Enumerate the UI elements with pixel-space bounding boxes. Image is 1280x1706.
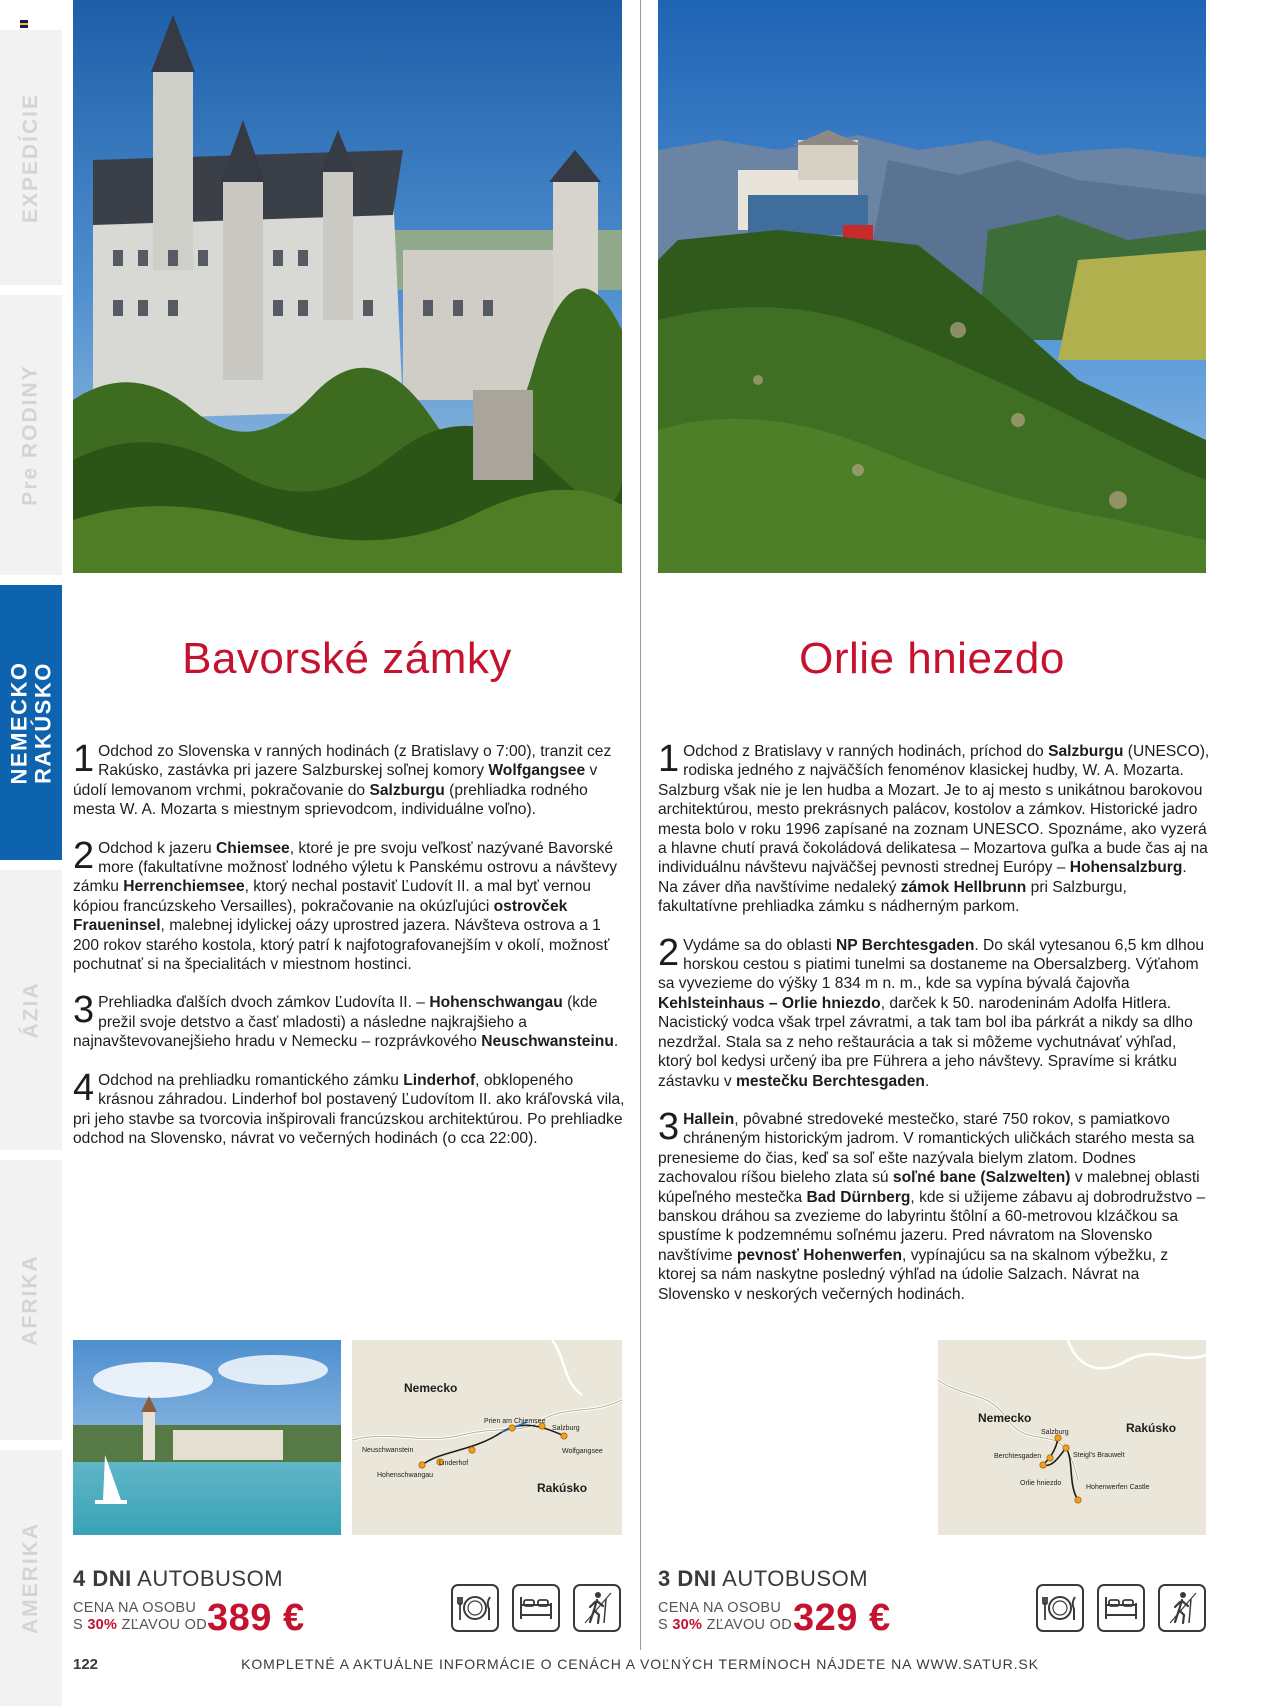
map-country-label: Nemecko (404, 1381, 458, 1395)
map-place-label: Orlie hniezdo (1020, 1480, 1062, 1487)
map-place-label: Hohenschwangau (377, 1472, 434, 1479)
left-day-1: 1 Odchod zo Slovenska v ranných hodinách (z Bratislavy o 7:00), tranzit cez Rakúsko, zastávka pri jazere Salzburskej soľnej komory Wolfgangsee v údolí lemovanom vrchmi, pokračovanie do Salzburgu (prehliadka rodného mesta W. A. Mozarta s miestnym sprievodcom, individuálne voľno). (73, 738, 612, 819)
right-route-map (938, 1340, 1206, 1535)
day-number: 1 (658, 738, 680, 780)
left-day-4: 4 Odchod na prehliadku romantického zámku Linderhof, obklopeného krásnou záhradou. Linderhof bol postavený Ľudovítom II. ako kráľovská vila, pri jeho stavbe sa tvorcovia inšpirovali francúzskou architektúrou. Po prehliadke odchod na Slovensko, návrat vo večerných hodinách (o cca 22:00). (73, 1066, 625, 1147)
side-tab-line-2: RAKÚSKO (30, 661, 56, 784)
map-place-label: Neuschwanstein (362, 1447, 414, 1454)
map-place-label: Wolfgangsee (562, 1448, 603, 1455)
side-tab-amerika[interactable]: AMERIKA (0, 1450, 62, 1706)
map-country-label: Rakúsko (1126, 1421, 1177, 1435)
right-tour-program (658, 738, 1210, 1323)
day-number: 3 (73, 989, 95, 1032)
left-price: 389 € (207, 1597, 305, 1639)
left-day-3: 3 Prehliadka ďalších dvoch zámkov Ľudovíta II. – Hohenschwangau (kde prežil svoje detstvo a časť mladosti) a následne najkrajšieho a najnavštevovanejšieho hradu v Nemecku – rozprávkového Neuschwansteinu. (73, 989, 619, 1051)
hiking-icon (573, 1584, 621, 1632)
side-tab-pre-rodiny[interactable]: Pre RODINY (0, 295, 62, 575)
map-country-label: Rakúsko (537, 1481, 588, 1495)
day-number: 2 (73, 834, 95, 877)
left-tour-title: Bavorské zámky (182, 634, 512, 683)
fraueninsel-lake-photo (73, 1340, 341, 1535)
side-tab-line-1: NEMECKO (6, 661, 32, 784)
day-number: 4 (73, 1066, 95, 1109)
right-day-1: 1 Odchod z Bratislavy v ranných hodinách, príchod do Salzburgu (UNESCO), rodiska jedného z najväčších fenoménov klasickej hudby, W. A. Mozarta. Salzburg však nie je len hudba a Mozart. Je to aj mesto s unikátnou barokovou architektúrou, mesto prekrásnych palácov, kostolov a zámkov. Historické jadro mesta bolo v roku 1996 zapísané na zoznam UNESCO. Spoznáme, ako vyzerá a hlavne chutí pravá čokoládová delikatesa – Mozartova guľka a bude čas aj na individuálnu návštevu najväčšej pevnosti strednej Európy – Hohensalzburg. Na záver dňa navštívime nedaleký zámok Hellbrunn pri Salzburgu, fakultatívne prehliadka zámku s nádherným parkom. (658, 738, 1210, 916)
side-navigation (0, 0, 62, 1706)
right-tour-title: Orlie hniezdo (799, 634, 1065, 683)
left-duration: 4 DNI AUTOBUSOM (73, 1566, 284, 1591)
kehlsteinhaus-photo (658, 0, 1206, 573)
bed-icon (1097, 1584, 1145, 1632)
left-tour-program (73, 738, 625, 1167)
side-tab-azia[interactable]: ÁZIA (0, 870, 62, 1150)
left-price-label: CENA NA OSOBU S 30% ZĽAVOU OD (73, 1600, 207, 1633)
bed-icon (512, 1584, 560, 1632)
day-number: 2 (658, 931, 680, 974)
map-place-label: Berchtesgaden (994, 1453, 1042, 1460)
right-price-label: CENA NA OSOBU S 30% ZĽAVOU OD (658, 1600, 792, 1633)
day-number: 1 (73, 738, 95, 780)
map-place-label: Salzburg (1041, 1429, 1069, 1436)
left-route-map (352, 1340, 622, 1535)
map-place-label: Linderhof (439, 1460, 469, 1467)
right-day-2: 2 Vydáme sa do oblasti NP Berchtesgaden. Do skál vytesanou 6,5 km dlhou horskou cestou s piatimi tunelmi sa dostaneme na Obersalzberg. Výťahom sa vyvezieme do výšky 1 834 m n. m., kde sa vypína bývalá čajovňa Kehlsteinhaus – Orlie hniezdo, darček k 50. narodeninám Adolfa Hitlera. Nacistický vodca však trpel závratmi, a tak tam bol iba párkrát a nikdy sa dlho nezdržal. Stala sa z neho reštaurácia a tak si môžeme vychutnávať výhľad, ktorý bol kedysi určený iba pre Führera a jeho návštevy. Spravíme si krátku zástavku v mestečku Berchtesgaden. (658, 931, 1205, 1090)
map-place-label: Salzburg (552, 1425, 580, 1432)
day-number: 3 (658, 1105, 680, 1148)
neuschwanstein-castle-photo (73, 0, 622, 573)
page-number: 122 (73, 1656, 99, 1673)
right-duration: 3 DNI AUTOBUSOM (658, 1566, 869, 1591)
flag-icon (20, 20, 28, 28)
side-tab-expedicie[interactable]: EXPEDÍCIE (0, 30, 62, 285)
meals-icon (451, 1584, 499, 1632)
left-day-2: 2 Odchod k jazeru Chiemsee, ktoré je pre svoju veľkosť nazývané Bavorské more (fakultatívne možnosť lodného výletu k Panskému ostrovu a návštevy zámku Herrenchiemsee, ktorý nechal postaviť Ľudovít II. a mal byť vernou kópiou francúzskeho Versailles), pokračovanie na okúzľujúci ostrovček Fraueninsel, malebnej idylickej oázy uprostred jazera. Návšteva ostrova a 1 200 rokov starého kostola, ktorý patrí k najfotografovanejším v okolí, možnosť pochutnať si na špecialitách v miestnom hostinci. (73, 834, 618, 974)
right-day-3: 3 Hallein, pôvabné stredoveké mestečko, staré 750 rokov, s pamiatkovo chráneným historickým jadrom. V romantických uličkách starého mesta sa prenesieme do čias, keď sa soľ ešte nazývala bielym zlatom. Dodnes zachovalou ríšou bieleho zlata sú soľné bane (Salzwelten) v malebnej oblasti kúpeľného mestečka Bad Dürnberg, kde si užijeme zábavu aj dobrodružstvo – banskou dráhou sa zvezieme do labyrintu štôlní a 60-metrovou klzáčkou sa spustíme k podzemnému soľnému jazeru. Pred návratom na Slovensko navštívime pevnosť Hohenwerfen, vypínajúcu sa na skalnom výbežku, z ktorej sa nám naskytne posledný výhľad na údolie Salzach. Návrat na Slovensko v neskorých večerných hodinách. (658, 1105, 1206, 1303)
side-tab-afrika[interactable]: AFRIKA (0, 1160, 62, 1440)
footer-note: KOMPLETNÉ A AKTUÁLNE INFORMÁCIE O CENÁCH A VOĽNÝCH TERMÍNOCH NÁJDETE NA WWW.SATUR.SK (241, 1656, 1039, 1672)
side-tab-nemecko-rakusko[interactable] (0, 585, 62, 860)
map-place-label: Steigl's Brauwelt (1073, 1452, 1125, 1459)
map-place-label: Hohenwerfen Castle (1086, 1484, 1150, 1491)
column-divider (640, 0, 641, 1650)
right-price: 329 € (793, 1597, 891, 1639)
hiking-icon (1158, 1584, 1206, 1632)
map-country-label: Nemecko (978, 1411, 1032, 1425)
map-place-label: Prien am Chiemsee (484, 1418, 546, 1425)
meals-icon (1036, 1584, 1084, 1632)
